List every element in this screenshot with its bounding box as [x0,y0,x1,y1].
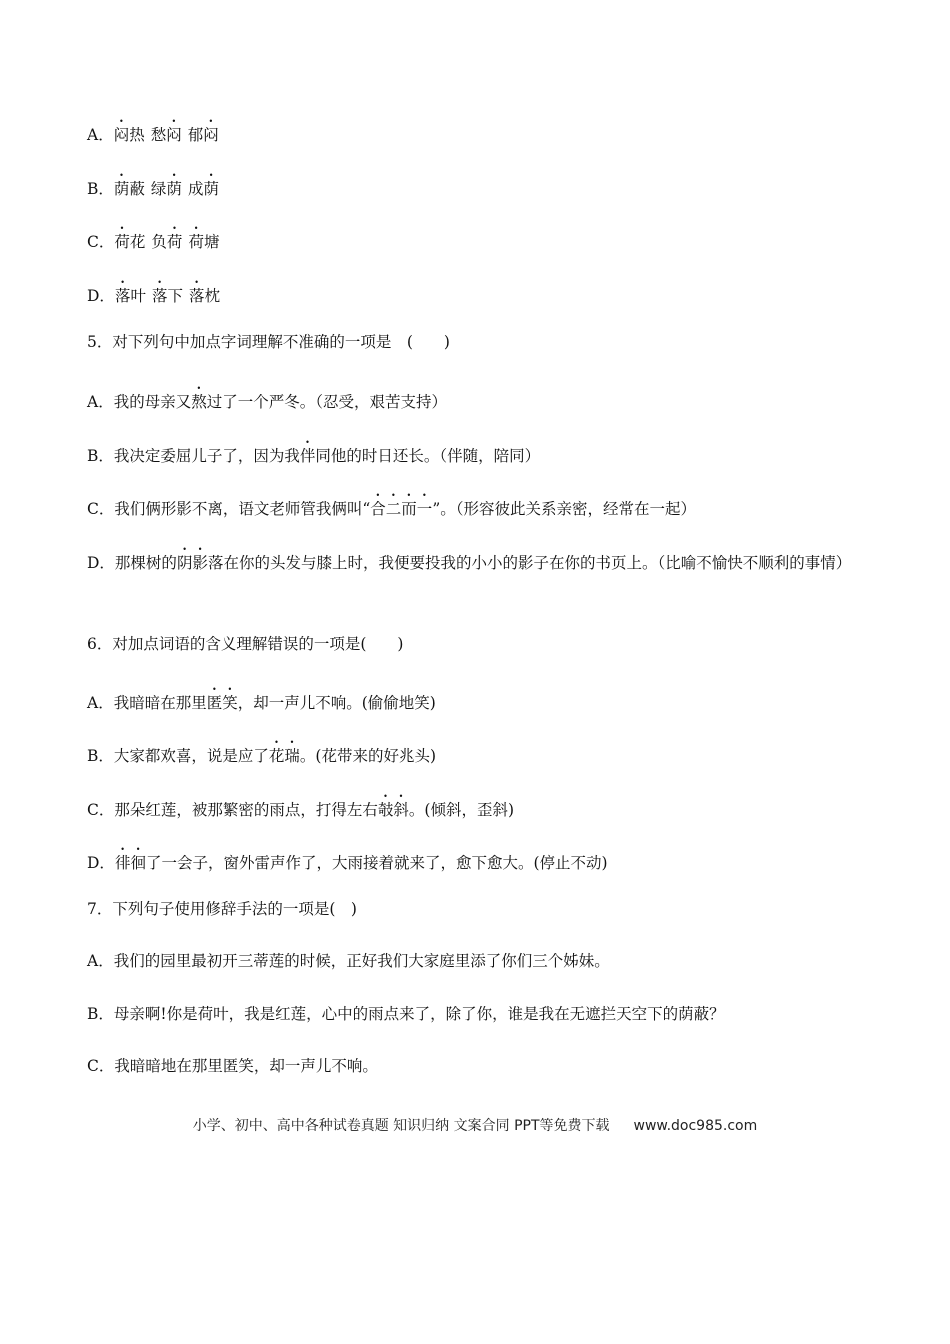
q7-stem: 7．下列句子使用修辞手法的一项是( ) [87,900,357,918]
char: 花 [129,233,146,251]
text: ，却一声儿不响。(偷偷地笑) [237,694,436,712]
text: A．我的母亲又 [87,393,192,411]
text: ”。（形容彼此关系亲密，经常在一起） [432,500,696,518]
page-footer [0,1115,950,1135]
q5-stem: 5．对下列句中加点字词理解不准确的一项是 ( ) [87,333,450,351]
text: 过了一个严冬。（忍受，艰苦支持） [206,393,447,411]
dotted-word: 花瑞 [268,747,300,765]
char: 负 [151,233,167,251]
q4-option-d [87,278,220,307]
dotted-char: 荷 [188,233,204,251]
dotted-word: 阴影 [176,554,208,572]
dotted-char: 落 [189,287,205,305]
text: A．我暗暗在那里 [87,694,207,712]
q5-option-c [87,491,696,520]
q5-option-b [87,438,540,467]
q6-option-b [87,738,436,767]
char: 下 [167,287,183,305]
dotted-char: 荫 [113,180,130,198]
dotted-char: 闷 [113,126,130,144]
dotted-word: 攲斜 [377,801,409,819]
char: 郁 [187,126,204,144]
q6-option-d [87,845,608,874]
option-label: C． [87,233,115,251]
text: 落在你的头发与膝上时，我便要投我的小小的影子在你的书页上。（比喻不愉快不顺利的事情） [207,554,852,572]
footer-text: 小学、初中、高中各种试卷真题 知识归纳 文案合同 PPT等免费下载 [192,1118,610,1134]
dotted-char: 闷 [166,126,182,144]
dotted-char: 落 [151,287,168,305]
text: D． [87,854,115,872]
q4-option-c [87,224,219,253]
text: 了一会子，窗外雷声作了，大雨接着就来了，愈下愈大。(停止不动) [145,854,608,872]
text: B．我决定委屈儿子了，因为我 [87,447,300,465]
option-label: A． [87,126,114,144]
dotted-char: 闷 [203,126,219,144]
q6-option-c [87,792,514,821]
text: 同他的时日还长。（伴随，陪同） [315,447,541,465]
char: 叶 [130,287,146,305]
char: 成 [187,180,204,198]
char: 蔽 [129,180,145,198]
q5-option-d [87,544,867,582]
q7-option-c: C．我暗暗地在那里匿笑，却一声儿不响。 [87,1057,378,1075]
char: 热 [129,126,145,144]
dotted-word: 合二而一 [370,500,433,518]
text: B．大家都欢喜，说是应了 [87,747,269,765]
q7-option-a: A．我们的园里最初开三蒂莲的时候，正好我们大家庭里添了你们三个姊妹。 [87,952,610,970]
dotted-char: 荫 [203,180,219,198]
char: 塘 [203,233,220,251]
option-label: D． [87,287,115,305]
text: C．我们俩形影不离，语文老师管我俩叫“ [87,500,371,518]
dotted-word: 徘徊 [114,854,146,872]
dotted-word: 熬 [191,393,207,411]
text: C．那朵红莲，被那繁密的雨点，打得左右 [87,801,378,819]
text: D．那棵树的 [87,554,177,572]
q7-option-b: B．母亲啊!你是荷叶，我是红莲，心中的雨点来了，除了你，谁是我在无遮拦天空下的荫蔽？ [87,1005,725,1023]
char: 绿 [150,180,167,198]
q6-stem: 6．对加点词语的含义理解错误的一项是( ) [87,635,404,653]
q5-option-a [87,384,447,413]
char: 枕 [204,287,221,305]
dotted-char: 荷 [114,233,130,251]
dotted-word: 匿笑 [206,694,238,712]
option-label: B． [87,180,114,198]
dotted-word: 伴 [299,447,316,465]
text: 。(倾斜，歪斜) [408,801,514,819]
dotted-char: 荫 [166,180,182,198]
char: 愁 [150,126,167,144]
q6-option-a [87,685,436,714]
q4-option-b [87,171,219,200]
dotted-char: 荷 [166,233,183,251]
footer-url[interactable]: www.doc985.com [633,1118,758,1134]
q4-option-a [87,117,219,146]
dotted-char: 落 [114,287,131,305]
text: 。(花带来的好兆头) [299,747,437,765]
